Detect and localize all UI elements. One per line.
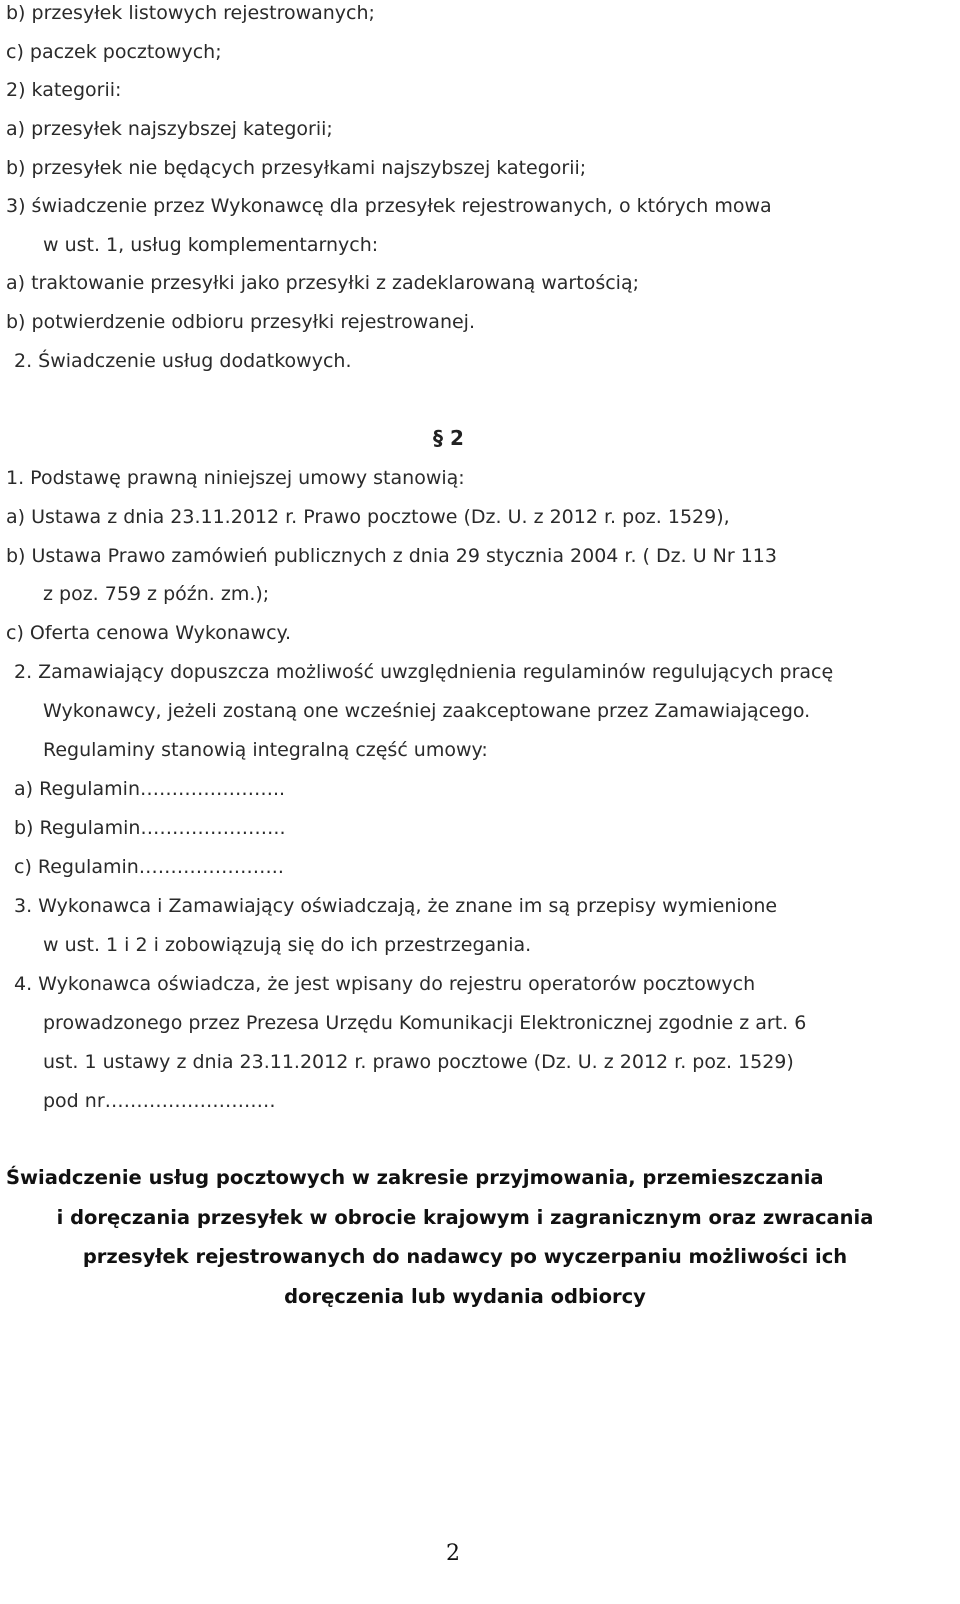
heading-line: doręczenia lub wydania odbiorcy [284, 1285, 646, 1308]
heading-line: Świadczenie usług pocztowych w zakresie przyjmowania, przemieszczania [6, 1166, 824, 1189]
list-item: ust. 1 ustawy z dnia 23.11.2012 r. prawo pocztowe (Dz. U. z 2012 r. poz. 1529) [43, 1051, 794, 1073]
list-item: c) Oferta cenowa Wykonawcy. [6, 622, 292, 644]
list-item: prowadzonego przez Prezesa Urzędu Komunikacji Elektronicznej zgodnie z art. 6 [43, 1012, 807, 1034]
list-item: z poz. 759 z późn. zm.); [43, 583, 270, 605]
list-item: 3. Wykonawca i Zamawiający oświadczają, że znane im są przepisy wymienione [14, 895, 778, 917]
list-item: 2. Zamawiający dopuszcza możliwość uwzględnienia regulaminów regulujących pracę [14, 661, 834, 683]
list-item: b) Ustawa Prawo zamówień publicznych z dnia 29 stycznia 2004 r. ( Dz. U Nr 113 [6, 545, 777, 567]
list-item: 1. Podstawę prawną niniejszej umowy stanowią: [6, 467, 465, 489]
list-item: Regulaminy stanowią integralną część umowy: [43, 739, 488, 761]
list-item: 3) świadczenie przez Wykonawcę dla przesyłek rejestrowanych, o których mowa [6, 195, 772, 217]
list-item: b) Regulamin………………….. [14, 817, 286, 839]
list-item: a) Ustawa z dnia 23.11.2012 r. Prawo pocztowe (Dz. U. z 2012 r. poz. 1529), [6, 506, 730, 528]
list-item: b) potwierdzenie odbioru przesyłki rejestrowanej. [6, 311, 475, 333]
heading-line: i doręczania przesyłek w obrocie krajowym i zagranicznym oraz zwracania [56, 1206, 874, 1229]
list-item: a) traktowanie przesyłki jako przesyłki z zadeklarowaną wartością; [6, 272, 639, 294]
list-item: Wykonawcy, jeżeli zostaną one wcześniej zaakceptowane przez Zamawiającego. [43, 700, 811, 722]
list-item: a) Regulamin………………….. [14, 778, 286, 800]
list-item: 2. Świadczenie usług dodatkowych. [14, 350, 352, 372]
list-item: pod nr……………………… [43, 1090, 276, 1112]
list-item: b) przesyłek listowych rejestrowanych; [6, 2, 375, 24]
heading-line: przesyłek rejestrowanych do nadawcy po wyczerpaniu możliwości ich [82, 1245, 848, 1268]
list-item: b) przesyłek nie będących przesyłkami najszybszej kategorii; [6, 157, 587, 179]
list-item: c) paczek pocztowych; [6, 41, 222, 63]
list-item: 4. Wykonawca oświadcza, że jest wpisany do rejestru operatorów pocztowych [14, 973, 756, 995]
list-item: c) Regulamin………………….. [14, 856, 284, 878]
list-item: w ust. 1 i 2 i zobowiązują się do ich przestrzegania. [43, 934, 532, 956]
page-number: 2 [446, 1541, 460, 1566]
section-heading: § 2 [433, 426, 464, 450]
list-item: a) przesyłek najszybszej kategorii; [6, 118, 333, 140]
list-item: 2) kategorii: [6, 79, 122, 101]
list-item: w ust. 1, usług komplementarnych: [43, 234, 379, 256]
